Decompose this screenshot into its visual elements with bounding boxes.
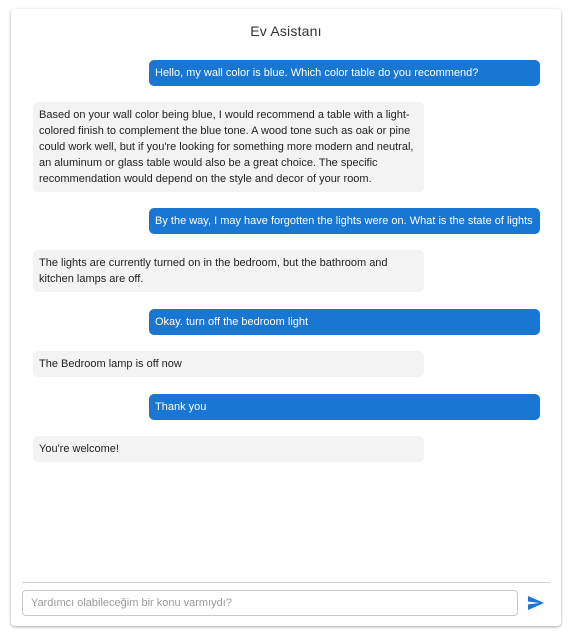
user-message: By the way, I may have forgotten the lights were on. What is the state of lights <box>149 208 540 234</box>
composer-divider <box>22 582 550 583</box>
send-button[interactable] <box>526 593 546 613</box>
user-message: Thank you <box>149 394 540 420</box>
bot-message: You're welcome! <box>33 436 424 462</box>
bot-message: The lights are currently turned on in the bedroom, but the bathroom and kitchen lamps are off. <box>33 250 424 292</box>
message-input[interactable] <box>22 590 518 616</box>
user-message: Hello, my wall color is blue. Which color table do you recommend? <box>149 60 540 86</box>
bot-message: The Bedroom lamp is off now <box>33 351 424 377</box>
send-icon <box>528 596 544 610</box>
user-message: Okay. turn off the bedroom light <box>149 309 540 335</box>
page-title: Ev Asistanı <box>250 23 322 39</box>
chat-card <box>11 9 561 626</box>
bot-message: Based on your wall color being blue, I would recommend a table with a light-colored finish to complement the blue tone. A wood tone such as oak or pine could work well, but if you're looking for something more modern and neutral, an aluminum or glass table would also be a great choice. The specific recommendation would depend on the style and decor of your room. <box>33 102 424 192</box>
